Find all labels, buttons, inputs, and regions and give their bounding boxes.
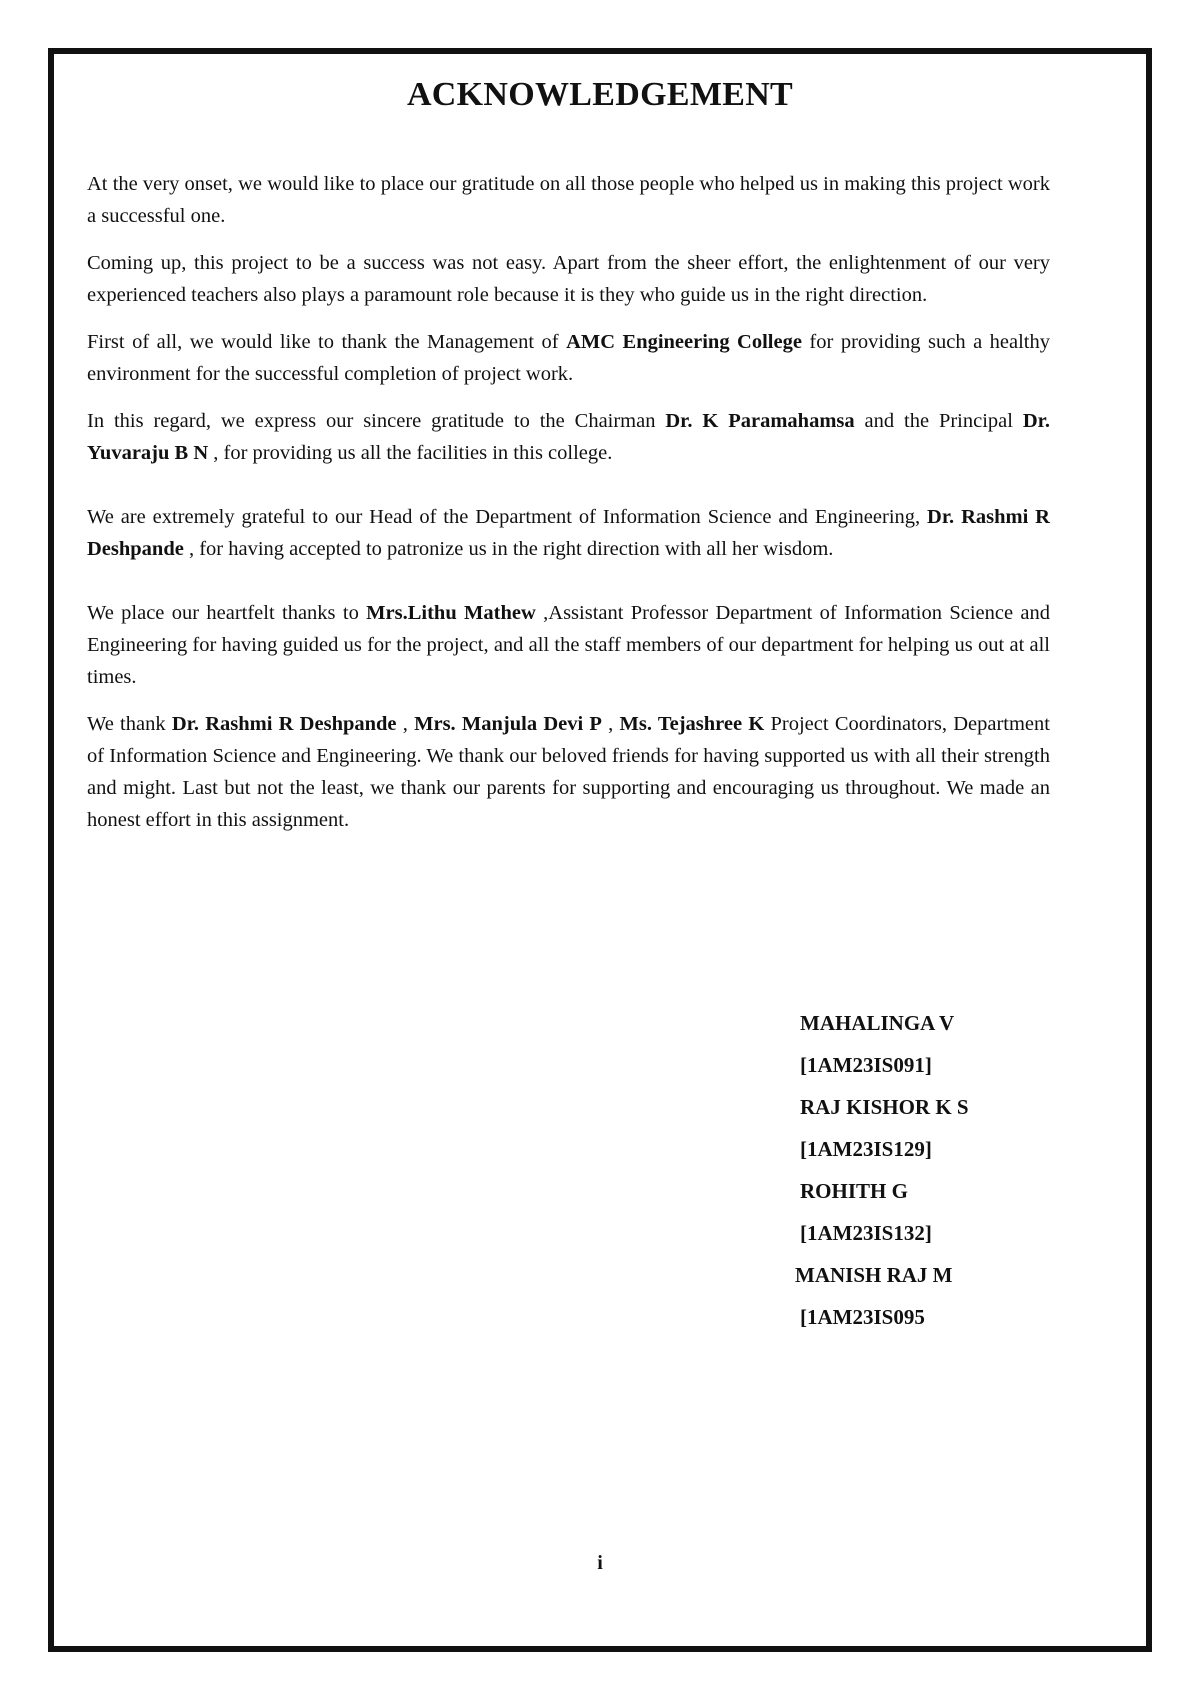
paragraph-coordinators	[87, 708, 1050, 836]
paragraph-text: ,	[396, 713, 415, 735]
signatories-block	[795, 1002, 1100, 1338]
college-name: AMC Engineering College	[566, 331, 802, 353]
hod-name: Dr. Rashmi R Deshpande	[87, 506, 1050, 560]
principal-name: Dr. Yuvaraju B N	[87, 410, 1051, 464]
page-title: ACKNOWLEDGEMENT	[406, 76, 794, 113]
student-name: ROHITH G	[800, 1179, 908, 1203]
page-number: i	[597, 1552, 603, 1574]
paragraph-effort: Coming up, this project to be a success was not easy. Apart from the sheer effort, the enlightenment of our very experienced teachers also plays a paramount role because it is they who guide us in the right direction.	[87, 252, 1050, 306]
coordinator-name: Ms. Tejashree K	[619, 713, 765, 735]
paragraph-intro: At the very onset, we would like to place our gratitude on all those people who helped us in making this project work a successful one.	[87, 173, 1050, 227]
student-usn: [1AM23IS095	[800, 1305, 925, 1329]
paragraph-text: In this regard, we express our sincere gratitude to the Chairman	[87, 410, 666, 432]
acknowledgement-body	[87, 168, 1050, 851]
paragraph-guide	[87, 597, 1050, 693]
paragraph-text: , for providing us all the facilities in this college.	[208, 442, 613, 464]
paragraph-management	[87, 326, 1050, 390]
paragraph-text: Project Coordinators, Department of Information Science and Engineering. We thank our beloved friends for having supported us with all their strength and might. Last but not the least, we thank our parents for supporting and encouraging us throughout. We made an honest effort in this assignment.	[87, 713, 1050, 831]
student-name: MAHALINGA V	[800, 1011, 955, 1035]
paragraph-text: , for having accepted to patronize us in the right direction with all her wisdom.	[183, 538, 834, 560]
guide-name: Mrs.Lithu Mathew	[366, 602, 536, 624]
coordinator-name: Dr. Rashmi R Deshpande	[171, 713, 397, 735]
paragraph-text: ,	[601, 713, 620, 735]
student-name: RAJ KISHOR K S	[800, 1095, 969, 1119]
student-usn: [1AM23IS132]	[800, 1221, 932, 1245]
chairman-name: Dr. K Paramahamsa	[665, 410, 855, 432]
paragraph-text: ,Assistant Professor Department of Information Science and Engineering for having guided us for the project, and all the staff members of our department for helping us out at all times.	[87, 602, 1050, 688]
student-name: MANISH RAJ M	[795, 1263, 953, 1287]
student-usn: [1AM23IS091]	[800, 1053, 932, 1077]
coordinator-name: Mrs. Manjula Devi P	[414, 713, 602, 735]
paragraph-hod	[87, 501, 1050, 565]
paragraph-text: for providing such a healthy environment for the successful completion of project work.	[87, 331, 1050, 385]
paragraph-text: and the Principal	[854, 410, 1023, 432]
paragraph-text: We thank	[87, 713, 172, 735]
paragraph-chairman-principal	[87, 405, 1050, 469]
paragraph-text: We place our heartfelt thanks to	[87, 602, 367, 624]
paragraph-text: First of all, we would like to thank the Management of	[87, 331, 567, 353]
paragraph-text: We are extremely grateful to our Head of the Department of Information Science and Engineering,	[87, 506, 928, 528]
student-usn: [1AM23IS129]	[800, 1137, 932, 1161]
